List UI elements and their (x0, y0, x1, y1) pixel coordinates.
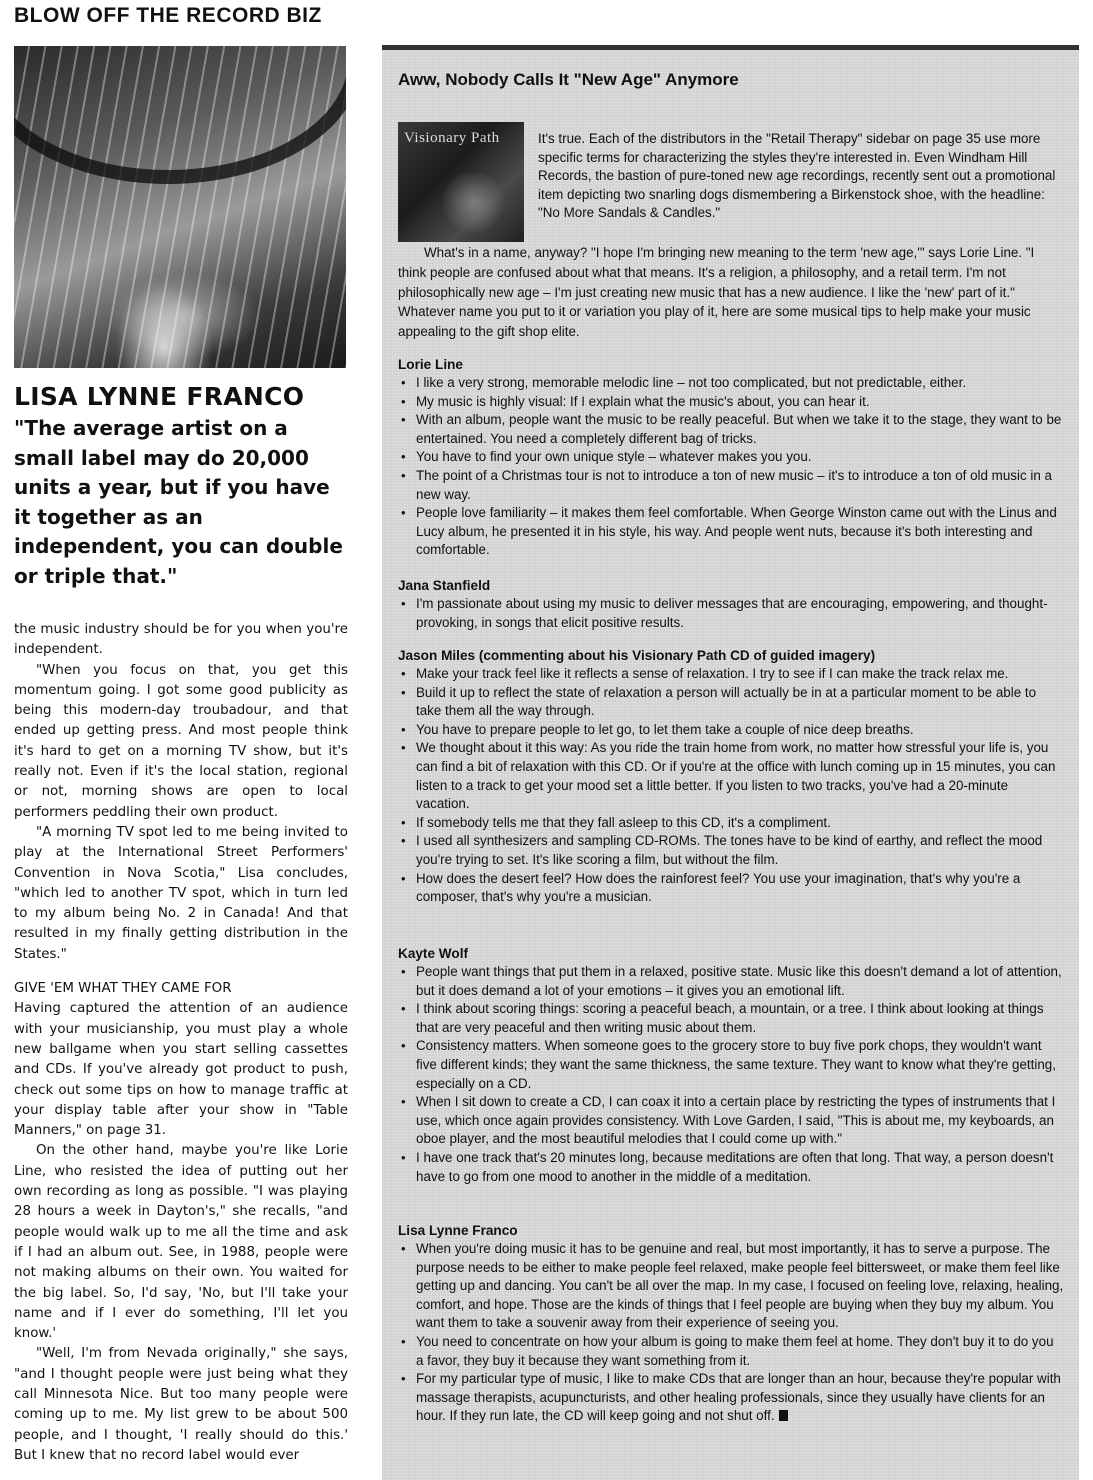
tip-item: • How does the desert feel? How does the rainforest feel? You use your imagination, that's why you're a composer, that's why you're a musician. (398, 870, 1064, 907)
tip-item: • I used all synthesizers and sampling CD-ROMs. The tones have to be kind of earthy, and reflect the mood you're trying to set. It's like scoring a film, but without the film. (398, 832, 1064, 869)
left-paragraph: "When you focus on that, you get this momentum going. I got some good publicity as being this modern-day troubadour, and that ended up getting press. And most people think it's hard to get on a morning TV show, but it's really not. Even if it's the local station, regional or not, morning shows are open to local performers peddling their own product. (14, 662, 348, 820)
section-heading: Kayte Wolf (398, 946, 468, 961)
cd-cover-title: Visionary Path (404, 130, 500, 146)
tips-section-lisa-lynne-franco (398, 1223, 1064, 1426)
tip-item: • Build it up to reflect the state of relaxation a person will actually be in at a particular moment to be able to take them all the way through. (398, 684, 1064, 721)
tips-section-lorie-line (398, 357, 1064, 560)
tip-item: • If somebody tells me that they fall asleep to this CD, it's a compliment. (398, 814, 1064, 833)
sidebar-intro: It's true. Each of the distributors in the "Retail Therapy" sidebar on page 35 use more specific terms for characterizing the styles they're interested in. Even Windham Hill Records, the bastion of pure-toned new age recordings, recently sent out a promotional item depicting two snarling dogs dismembering a Birkenstock shoe, with the headline: "No More Sandals & Candles." (538, 131, 1056, 221)
left-paragraph: "Well, I'm from Nevada originally," she says, "and I thought people were just being what they call Minnesota Nice. But too many people were coming up to me. My list grew to be about 500 people, and I thought, 'I really should do this.' But I knew that no record label would ever (14, 1346, 348, 1463)
pull-quote: "The average artist on a small label may do 20,000 units a year, but if you have it together as an independent, you can double or triple that." (14, 416, 343, 588)
harp-photo (14, 46, 346, 368)
tip-item (398, 1370, 1064, 1426)
tip-item: • Consistency matters. When someone goes to the grocery store to buy five pork chops, they wouldn't want five different kinds; they want the same thickness, the same texture. They want to know what they're getting, especially on a CD. (398, 1037, 1064, 1093)
section-header: BLOW OFF THE RECORD BIZ (14, 4, 322, 27)
sidebar-title: Aww, Nobody Calls It "New Age" Anymore (398, 70, 739, 89)
artist-name: LISA LYNNE FRANCO (14, 382, 305, 411)
section-heading: Lorie Line (398, 357, 463, 372)
section-heading: Lisa Lynne Franco (398, 1223, 518, 1238)
tip-item: • You have to find your own unique style – whatever makes you you. (398, 448, 1064, 467)
sidebar-box (382, 45, 1079, 1480)
left-paragraph: the music industry should be for you when you're independent. (14, 622, 348, 658)
tips-section-kayte-wolf (398, 946, 1064, 1186)
tip-item: • I have one track that's 20 minutes long, because meditations are often that long. That way, a person doesn't have to go from one mood to another in the middle of a meditation. (398, 1149, 1064, 1186)
left-paragraph: Having captured the attention of an audience with your musicianship, you must play a whole new ballgame when you start selling cassettes and CDs. If you've already got product to push, check out some tips on how to manage traffic at your display table after your show in "Table Manners," on page 31. (14, 1001, 348, 1139)
subheading: GIVE 'EM WHAT THEY CAME FOR (14, 981, 232, 997)
tip-item: • The point of a Christmas tour is not to introduce a ton of new music – it's to introduce a ton of old music in a new way. (398, 467, 1064, 504)
left-paragraph: On the other hand, maybe you're like Lorie Line, who resisted the idea of putting out her own recording as long as possible. "I was playing 28 hours a week in Dayton's," she recalls, "and people would walk up to me all the time and ask if I had an album out. See, in 1988, people were not making albums on their own. You waited for the big label. So, I'd say, 'No, but I'll take your name and if I ever do something, I'll let you know.' (14, 1143, 348, 1342)
section-heading: Jana Stanfield (398, 578, 491, 593)
cd-cover-art (438, 172, 508, 232)
tip-item-text: For my particular type of music, I like to make CDs that are longer than an hour, because they're popular with massage therapists, acupuncturists, and other healing professionals, since they usually have clients for an hour. If they run late, the CD will keep going and not shut off. (416, 1371, 1061, 1424)
tip-item: • My music is highly visual: If I explain what the music's about, you can hear it. (398, 393, 1064, 412)
tip-item: • People love familiarity – it makes them feel comfortable. When George Winston came out with the Linus and Lucy album, he presented it in his style, his way. And people went nuts, because it's both interesting and comfortable. (398, 504, 1064, 560)
tip-item: • When I sit down to create a CD, I can coax it into a certain place by restricting the types of instruments that I use, which once again provides consistency. With Love Garden, I said, "This is about me, my keyboards, an oboe player, and the most beautiful melodies that I could come up with." (398, 1093, 1064, 1149)
tip-item: • I think about scoring things: scoring a peaceful beach, a mountain, or a tree. I think about looking at things that are very peaceful and then writing music about them. (398, 1000, 1064, 1037)
tip-item: • I like a very strong, memorable melodic line – not too complicated, but not predictable, either. (398, 374, 1064, 393)
tip-item: • We thought about it this way: As you ride the train home from work, no matter how stressful your life is, you can find a bit of relaxation with this CD. Or if you're at the office with lunch coming up in 15 minutes, you can listen to a track to get your mood set a little better. If you listen to two tracks, you've had a 20-minute vacation. (398, 739, 1064, 813)
cd-cover-image (398, 122, 524, 242)
end-mark-icon (779, 1410, 788, 1421)
tips-section-jana-stanfield (398, 578, 1064, 632)
left-column-body (14, 620, 348, 1466)
tip-item: • Make your track feel like it reflects a sense of relaxation. I try to see if I can make the track relax me. (398, 665, 1064, 684)
tip-item: • When you're doing music it has to be genuine and real, but most importantly, it has to serve a purpose. The purpose needs to be either to make people feel relaxed, make people feel bittersweet, or make them feel like getting up and dancing. You can't be all over the map. In my case, I focused on feeling love, relaxing, healing, comfort, and hope. Those are the kinds of things that I feel people are buying when they buy my album. You want them to take a souvenir away from their experience of seeing you. (398, 1240, 1064, 1333)
section-heading: Jason Miles (commenting about his Visionary Path CD of guided imagery) (398, 648, 876, 663)
tip-item: • I'm passionate about using my music to deliver messages that are encouraging, empowering, and thought-provoking, in songs that elicit positive results. (398, 595, 1064, 632)
tip-item: • You have to prepare people to let go, to let them take a couple of nice deep breaths. (398, 721, 1064, 740)
tip-item: • You need to concentrate on how your album is going to make them feel at home. They don't buy it to do you a favor, they buy it because they want something from it. (398, 1333, 1064, 1370)
tips-section-jason-miles (398, 648, 1064, 907)
sidebar-intro-continued: What's in a name, anyway? "I hope I'm bringing new meaning to the term 'new age,'" says Lorie Line. "I think people are confused about what that means. It's a religion, a philosophy, and a retail term. I'm not philosophically new age – I'm just creating new music that has a new audience. I like the 'new' part of it." Whatever name you put to it or variation you play of it, here are some musical tips to help make your music appealing to the gift shop elite. (398, 245, 1035, 340)
left-paragraph: "A morning TV spot led to me being invited to play at the International Street Performers' Convention in Nova Scotia," Lisa concludes, "which led to another TV spot, which in turn led to my album being No. 2 in Canada! And that resulted in my finally getting distribution in the States." (14, 824, 348, 962)
tip-item: • People want things that put them in a relaxed, positive state. Music like this doesn't demand a lot of attention, but it does demand a lot of your emotions – it gives you an emotional lift. (398, 963, 1064, 1000)
tip-item: • With an album, people want the music to be really peaceful. But when we take it to the stage, they want to be entertained. You need a completely different bag of tricks. (398, 411, 1064, 448)
